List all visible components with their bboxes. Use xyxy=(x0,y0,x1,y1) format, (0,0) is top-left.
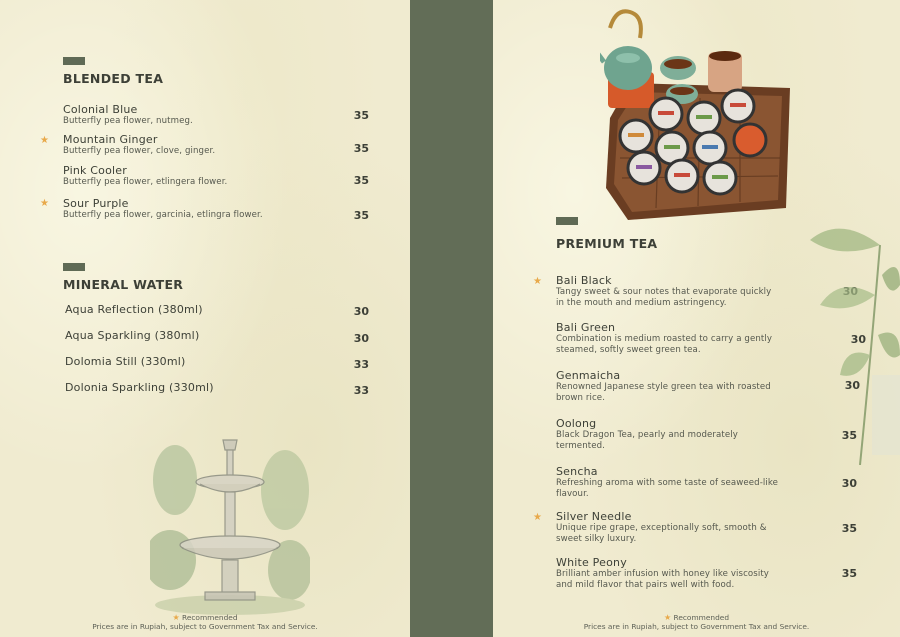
item-price: 35 xyxy=(353,174,369,187)
item-desc: sweet silky luxury. xyxy=(556,534,637,544)
item-name: Oolong xyxy=(556,417,597,430)
item-desc: termented. xyxy=(556,441,605,451)
item-name: Pink Cooler xyxy=(63,164,127,177)
item-desc: Butterfly pea flower, nutmeg. xyxy=(63,116,193,126)
item-price: 33 xyxy=(353,358,369,371)
water-item-name: Dolonia Sparkling (330ml) xyxy=(65,381,214,394)
blended-tea-title: BLENDED TEA xyxy=(63,71,164,86)
price-note: Prices are in Rupiah, subject to Government Tax and Service. xyxy=(583,622,810,631)
item-name: Genmaicha xyxy=(556,369,621,382)
menu-item-silver-needle xyxy=(556,510,767,545)
recommended-star-icon: ★ xyxy=(40,198,49,209)
left-menu-page xyxy=(0,0,410,637)
water-item-name: Aqua Sparkling (380ml) xyxy=(65,329,200,342)
menu-item-bali-green xyxy=(556,321,772,356)
tea-set-photo xyxy=(600,8,792,220)
footer xyxy=(0,613,410,631)
item-desc: Brilliant amber infusion with honey like viscosity xyxy=(556,569,769,579)
menu-item-pink-cooler xyxy=(63,164,227,188)
menu-item-bali-black xyxy=(556,274,771,309)
section-marker xyxy=(63,263,85,271)
section-marker xyxy=(556,217,578,225)
item-price: 33 xyxy=(353,384,369,397)
recommended-star-icon: ★ xyxy=(40,135,49,146)
menu-item-mountain-ginger xyxy=(63,133,215,157)
item-desc: Black Dragon Tea, pearly and moderately xyxy=(556,430,738,440)
item-price: 30 xyxy=(353,332,369,345)
item-name: Bali Green xyxy=(556,321,616,334)
item-price: 30 xyxy=(353,305,369,318)
book-spine xyxy=(410,0,493,637)
fountain-illustration xyxy=(150,420,310,615)
item-name: Colonial Blue xyxy=(63,103,138,116)
mineral-water-title: MINERAL WATER xyxy=(63,277,184,292)
recommended-star-icon: ★ xyxy=(533,276,542,287)
item-desc: brown rice. xyxy=(556,393,606,403)
item-desc: and mild flavor that pairs well with food. xyxy=(556,580,735,590)
recommended-star-icon: ★ xyxy=(663,613,672,622)
item-price: 30 xyxy=(844,379,860,392)
recommended-star-icon: ★ xyxy=(533,512,542,523)
item-price: 35 xyxy=(841,429,857,442)
item-name: Silver Needle xyxy=(556,510,632,523)
item-desc: Combination is medium roasted to carry a gently xyxy=(556,334,773,344)
item-desc: Butterfly pea flower, etlingera flower. xyxy=(63,177,228,187)
recommended-star-icon: ★ xyxy=(172,613,180,622)
item-price: 35 xyxy=(353,109,369,122)
menu-item-colonial-blue xyxy=(63,103,193,127)
item-name: Bali Black xyxy=(556,274,612,287)
item-desc: Renowned Japanese style green tea with roasted xyxy=(556,382,771,392)
item-price: 35 xyxy=(353,209,369,222)
menu-item-genmaicha xyxy=(556,369,771,404)
plant-illustration xyxy=(800,215,900,465)
item-price: 35 xyxy=(841,522,857,535)
menu-item-oolong xyxy=(556,417,738,452)
menu-item-sour-purple xyxy=(63,197,263,221)
item-desc: flavour. xyxy=(556,489,589,499)
menu-item-white-peony xyxy=(556,556,769,591)
item-price: 35 xyxy=(841,567,857,580)
item-desc: Unique ripe grape, exceptionally soft, smooth & xyxy=(556,523,767,533)
item-name: Mountain Ginger xyxy=(63,133,158,146)
item-price: 30 xyxy=(850,333,866,346)
item-desc: Tangy sweet & sour notes that evaporate quickly xyxy=(556,287,772,297)
section-marker xyxy=(63,57,85,65)
item-desc: Refreshing aroma with some taste of seaweed-like xyxy=(556,478,779,488)
item-desc: Butterfly pea flower, clove, ginger. xyxy=(63,146,216,156)
premium-tea-title: PREMIUM TEA xyxy=(556,236,658,251)
menu-item-sencha xyxy=(556,465,778,500)
item-name: Sour Purple xyxy=(63,197,129,210)
item-name: Sencha xyxy=(556,465,598,478)
water-item-name: Dolomia Still (330ml) xyxy=(65,355,186,368)
recommended-label: Recommended xyxy=(182,613,238,622)
footer xyxy=(493,613,900,631)
item-price: 35 xyxy=(353,142,369,155)
item-desc: Butterfly pea flower, garcinia, etlingra flower. xyxy=(63,210,263,220)
price-note: Prices are in Rupiah, subject to Government Tax and Service. xyxy=(92,622,318,631)
item-desc: steamed, softly sweet green tea. xyxy=(556,345,701,355)
item-price: 30 xyxy=(841,477,857,490)
recommended-label: Recommended xyxy=(673,613,730,622)
item-desc: in the mouth and medium astringency. xyxy=(556,298,727,308)
water-item-name: Aqua Reflection (380ml) xyxy=(65,303,203,316)
item-name: White Peony xyxy=(556,556,627,569)
